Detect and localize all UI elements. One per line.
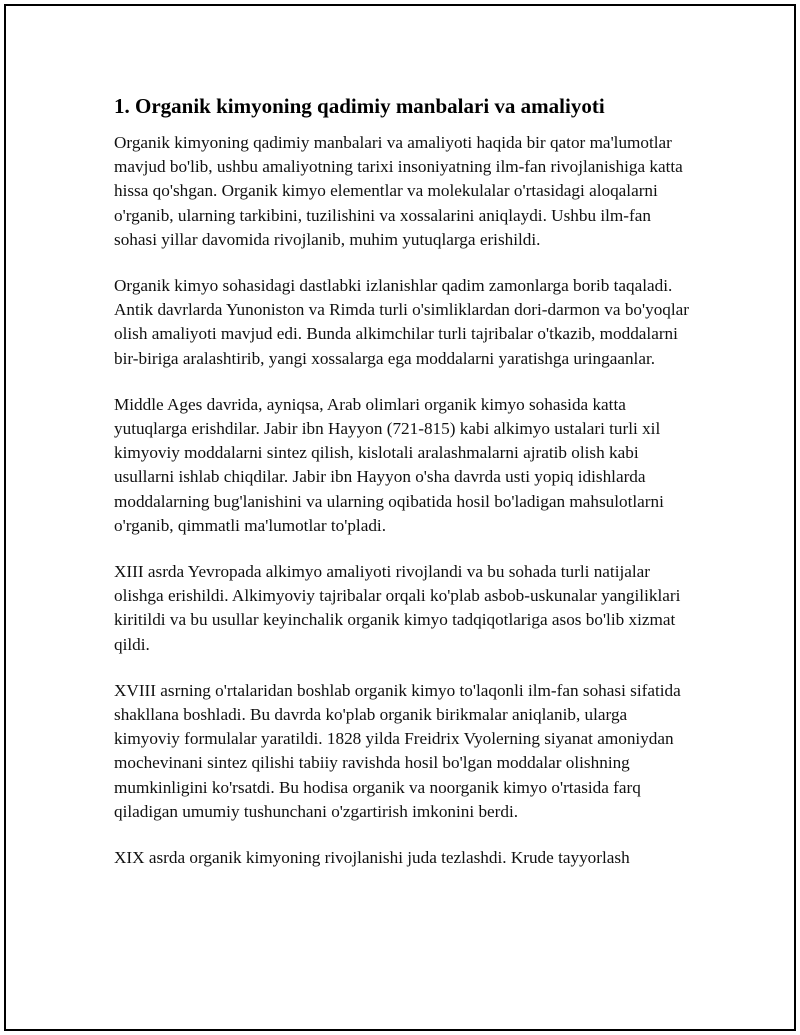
paragraph-middle-ages: Middle Ages davrida, ayniqsa, Arab olimlari organik kimyo sohasida katta yutuqlarga erishdilar. Jabir ibn Hayyon (721-815) kabi alkimyo ustalari turli xil kimyoviy moddalarni sintez qilish, kislotali aralashmalarni ajratib olish kabi usullarni ishlab chiqdilar. Jabir ibn Hayyon o'sha davrda usti yopiq idishlarda moddalarning bug'lanishini va ularning oqibatida hosil bo'ladigan mahsulotlarni o'rganib, qimmatli ma'lumotlar to'pladi.: [114, 394, 664, 535]
paragraph-antiquity: Organik kimyo sohasidagi dastlabki izlanishlar qadim zamonlarga borib taqaladi. Antik davrlarda Yunoniston va Rimda turli o'simliklardan dori-darmon va bo'yoqlar olish amaliyoti mavjud edi. Bunda alkimchilar turli tajribalar o'tkazib, moddalarni bir-biriga aralashtirib, yangi xossalarga ega moddalarni yaratishga uringaanlar.: [114, 276, 690, 368]
document-body: [114, 91, 694, 892]
section-heading: 1. Organik kimyoning qadimiy manbalari va amaliyoti: [114, 94, 605, 118]
paragraph-18th-century: XVIII asrning o'rtalaridan boshlab organik kimyo to'laqonli ilm-fan sohasi sifatida shakllana boshladi. Bu davrda ko'plab organik birikmalar aniqlanib, ularga kimyoviy formulalar yaratildi. 1828 yilda Freidrix Vyolerning siyanat amoniydan mochevinani sintez qilishi tabiiy ravishda hosil bo'lgan moddalar olishning mumkinligini ko'rsatdi. Bu hodisa organik va noorganik kimyo o'rtasida farq qiladigan umumiy tushunchani o'zgartirish imkonini berdi.: [114, 680, 681, 821]
paragraph-19th-century: XIX asrda organik kimyoning rivojlanishi juda tezlashdi. Krude tayyorlash: [114, 848, 630, 868]
paragraph-intro: Organik kimyoning qadimiy manbalari va amaliyoti haqida bir qator ma'lumotlar mavjud bo'lib, ushbu amaliyotning tarixi insoniyatning ilm-fan rivojlanishiga katta hissa qo'shgan. Organik kimyo elementlar va molekulalar o'rtasidagi aloqalarni o'rganib, ularning tarkibini, tuzilishini va xossalarini aniqlaydi. Ushbu ilm-fan sohasi yillar davomida rivojlanib, muhim yutuqlarga erishildi.: [114, 133, 683, 249]
paragraph-13th-century: XIII asrda Yevropada alkimyo amaliyoti rivojlandi va bu sohada turli natijalar olishga erishildi. Alkimyoviy tajribalar orqali ko'plab asbob-uskunalar yangiliklari kiritildi va bu usullar keyinchalik organik kimyo tadqiqotlariga asos bo'lib xizmat qildi.: [114, 562, 681, 654]
